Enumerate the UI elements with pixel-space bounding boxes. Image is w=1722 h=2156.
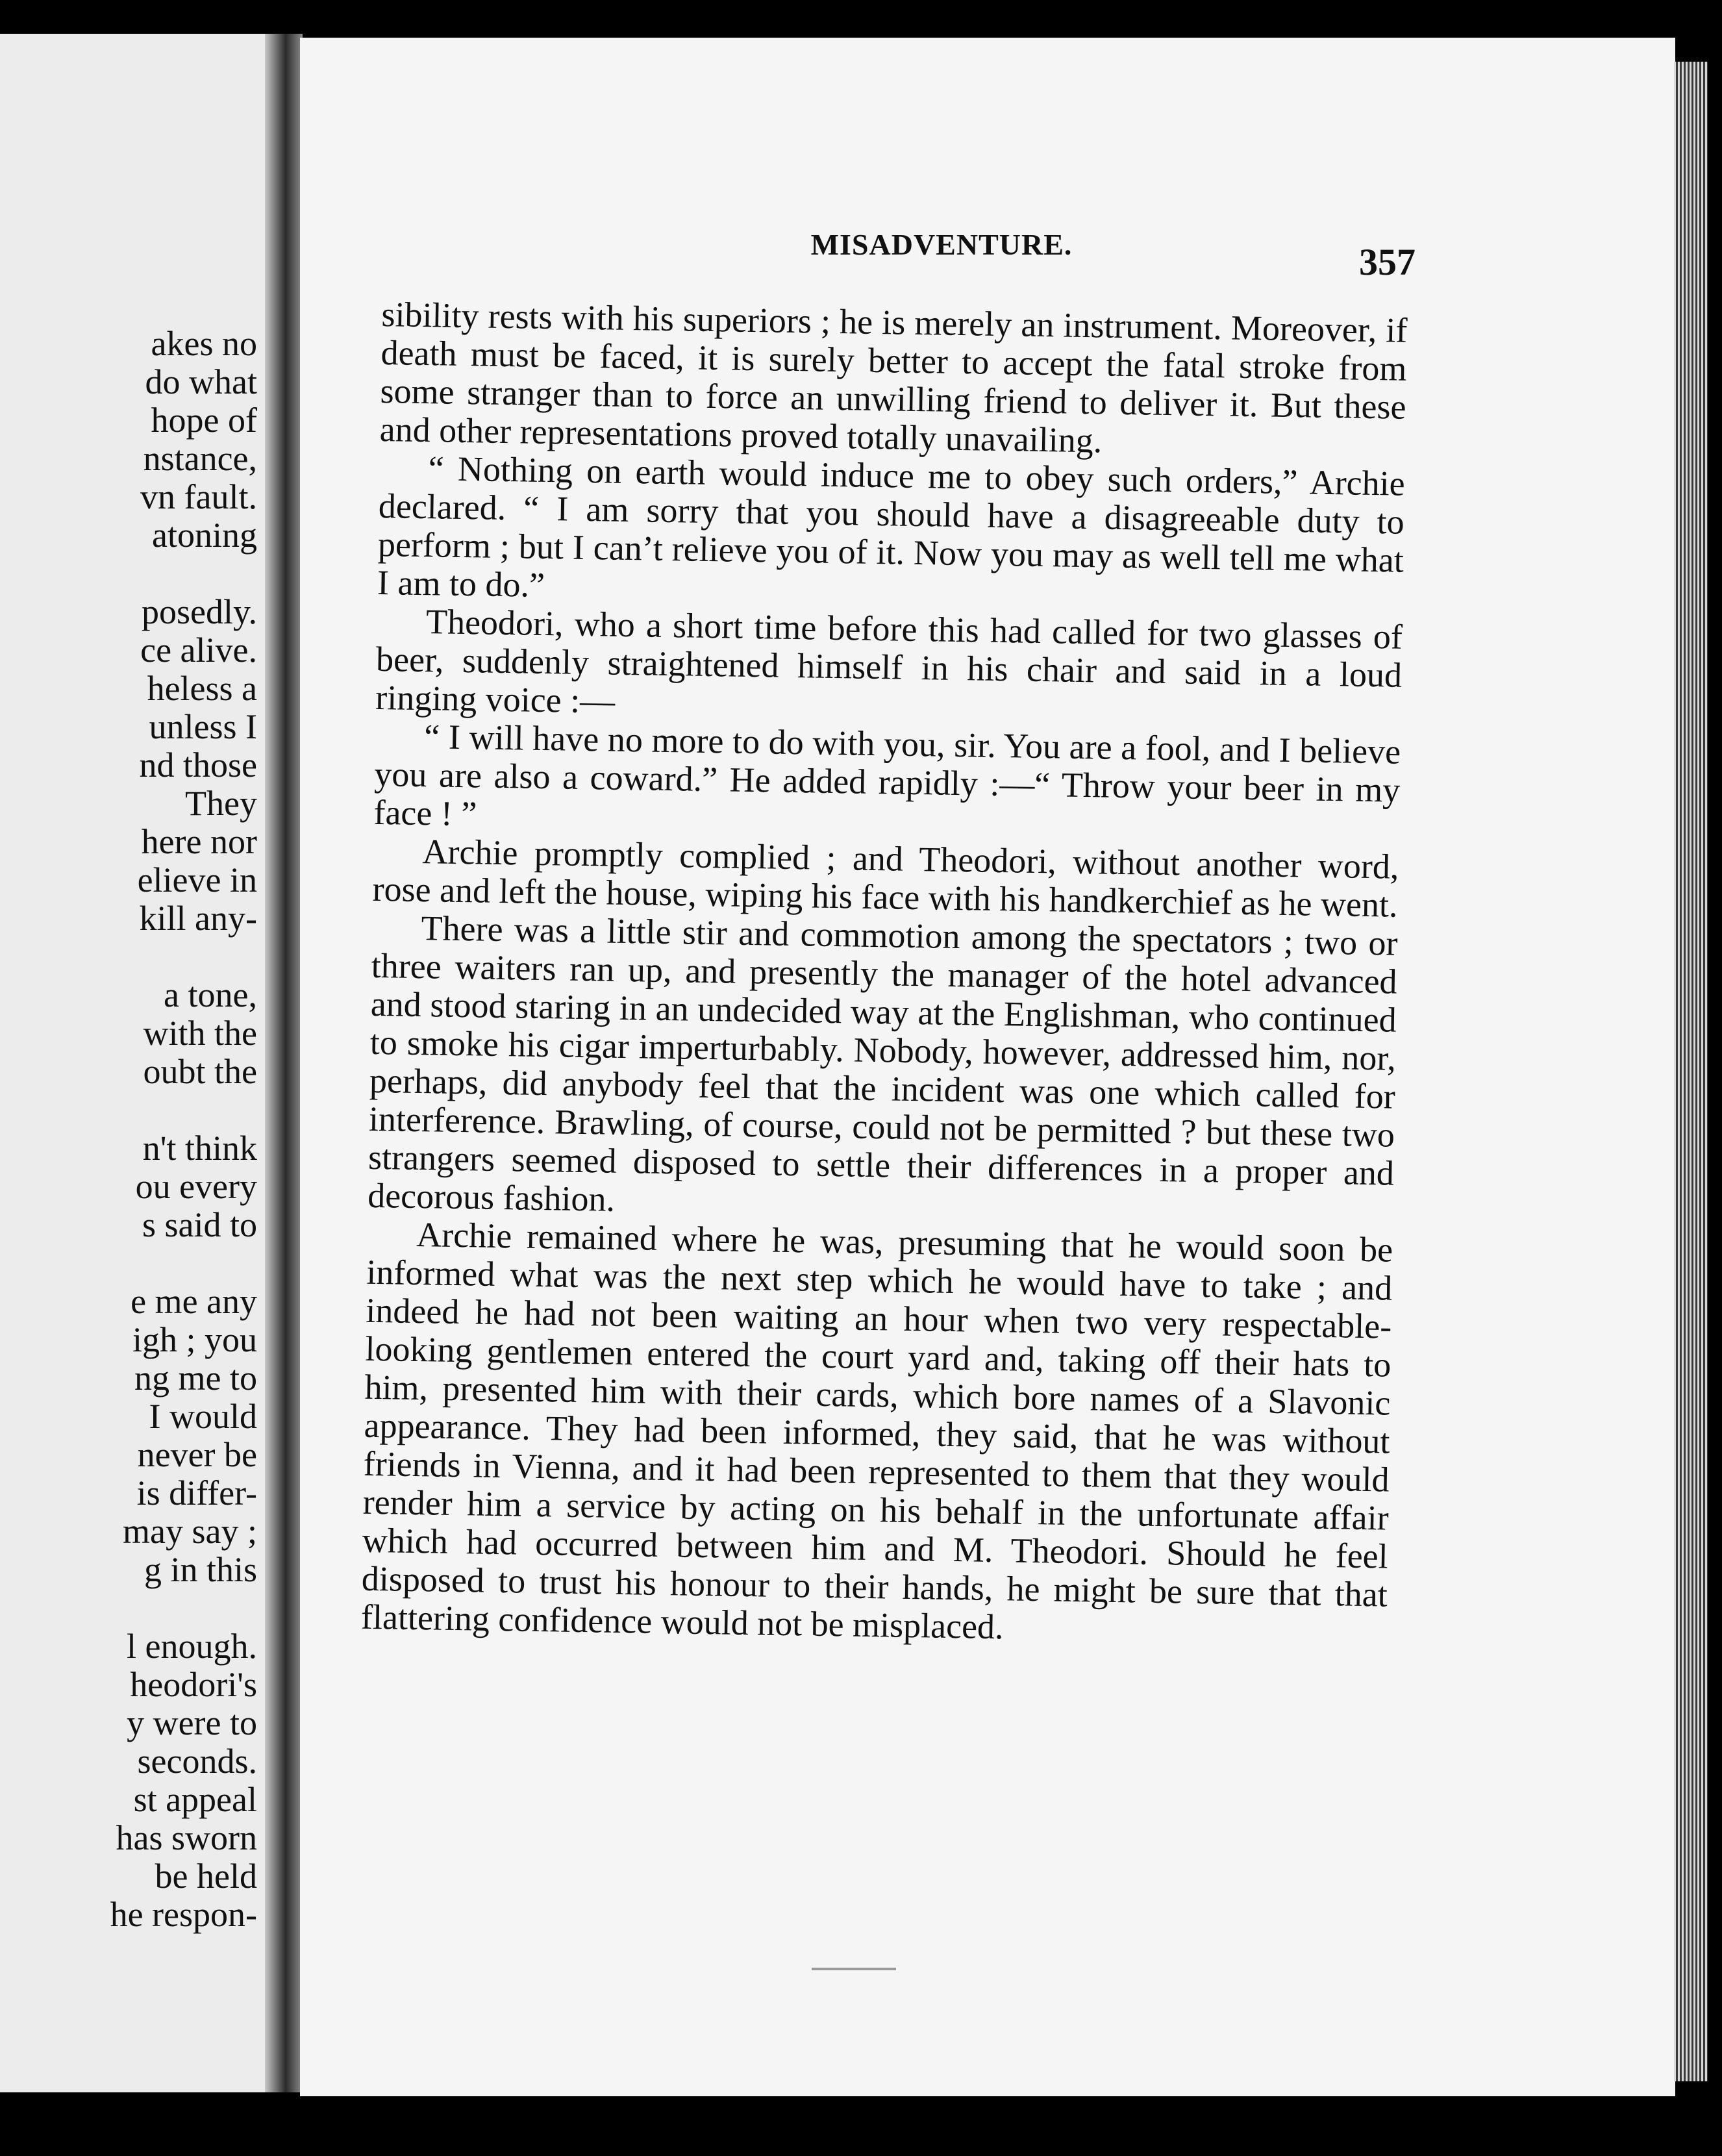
left-page-line: a tone, (164, 975, 257, 1014)
paragraph: “ I will have no more to do with you, sir. You are a fool, and I believe you are also a coward.” He added rapidly :—“ Throw your beer in my face ! ” (373, 717, 1401, 834)
left-page-line: is differ- (136, 1473, 257, 1512)
running-title: MISADVENTURE. (810, 228, 1073, 261)
page-number: 357 (1359, 241, 1416, 283)
left-page-line: I would (149, 1397, 257, 1436)
left-page-line: he respon- (110, 1895, 257, 1934)
left-page-line: atoning (152, 516, 257, 555)
left-page-line: kill any- (139, 899, 257, 938)
left-page-line: igh ; you (132, 1320, 257, 1359)
left-page-line: akes no (151, 324, 257, 363)
paragraph: Theodori, who a short time before this had called for two glasses of beer, suddenly straightened himself in his chair and said in a loud ringing voice :— (375, 602, 1403, 721)
left-page-line: here nor (141, 822, 257, 861)
left-page-line: has sworn (116, 1818, 257, 1857)
left-page-text (23, 325, 257, 1934)
left-page-line: posedly. (142, 592, 257, 631)
paragraph: Archie remained where he was, presuming that he would soon be informed what was the next step which he would have to take ; and indeed he had not been waiting an hour when two very respectable-looking gentlemen entered the court yard and, taking off their hats to him, presented him with their cards, which bore names of a Slavonic appearance. They had been informed, they said, that he was without friends in Vienna, and it had been represented to them that they would render him a service by acting on his behalf in the unfortunate affair which had occurred between him and M. Theodori. Should he feel disposed to trust his honour to their hands, he might be sure that that flattering confidence would not be misplaced. (360, 1215, 1393, 1647)
left-page (0, 34, 265, 2092)
paragraph: Archie promptly complied ; and Theodori, without another word, rose and left the house, wiping his face with his handkerchief as he went. (372, 832, 1399, 925)
left-page-line (23, 1091, 257, 1129)
left-page-line (23, 938, 257, 976)
left-page-line: unless I (149, 707, 257, 746)
left-page-line: oubt the (143, 1052, 257, 1091)
left-page-line: heodori's (130, 1665, 257, 1704)
left-page-line: may say ; (123, 1512, 257, 1551)
body-text (361, 295, 1408, 1653)
left-page-line: s said to (142, 1205, 257, 1244)
left-page-line: nstance, (143, 439, 257, 478)
page-edges (1674, 62, 1708, 2081)
left-page-line: with the (143, 1014, 257, 1053)
left-page-line (23, 555, 257, 593)
left-page-line: elieve in (137, 860, 257, 899)
left-page-line: st appeal (133, 1780, 257, 1819)
paragraph: “ Nothing on earth would induce me to obey such orders,” Archie declared. “ I am sorry that you should have a disagreeable duty to perform ; but I can’t relieve you of it. Now you may as well tell me what I am to do.” (377, 449, 1406, 605)
left-page-line: hope of (151, 401, 257, 440)
left-page-line: heless a (147, 669, 257, 708)
end-ornament (812, 1968, 896, 1970)
left-page-line: They (185, 784, 257, 823)
left-page-line: seconds. (137, 1742, 257, 1781)
book-gutter (265, 34, 303, 2092)
left-page-line: ng me to (134, 1359, 257, 1398)
left-page-line (23, 1244, 257, 1283)
left-page-line: ou every (135, 1167, 257, 1206)
left-page-line: do what (145, 362, 257, 401)
left-page-line: l enough. (127, 1627, 257, 1666)
left-page-line: vn fault. (140, 477, 257, 516)
left-page-line: e me any (131, 1282, 257, 1321)
left-page-line: never be (137, 1435, 257, 1474)
left-page-line: nd those (139, 746, 257, 784)
left-page-line: g in this (144, 1550, 257, 1589)
left-page-line (23, 1589, 257, 1627)
paragraph: There was a little stir and commotion among the spectators ; two or three waiters ran up, and presently the manager of the hotel advanced and stood staring in an undecided way at the Englishman, who continued to smoke his cigar imperturbably. Nobody, however, addressed him, nor, perhaps, did anybody feel that the incident was one which called for interference. Brawling, of course, could not be permitted ? but these two strangers seemed disposed to settle their differences in a proper and decorous fashion. (367, 909, 1398, 1219)
left-page-line: ce alive. (140, 631, 257, 670)
left-page-line: y were to (127, 1703, 257, 1742)
paragraph: sibility rests with his superiors ; he is merely an instrument. Moreover, if death must be faced, it is surely better to accept the fatal stroke from some stranger than to force an unwilling friend to deliver it. But these and other representations proved totally unavailing. (379, 295, 1408, 460)
left-page-line: be held (155, 1857, 257, 1896)
left-page-line: n't think (142, 1129, 257, 1168)
